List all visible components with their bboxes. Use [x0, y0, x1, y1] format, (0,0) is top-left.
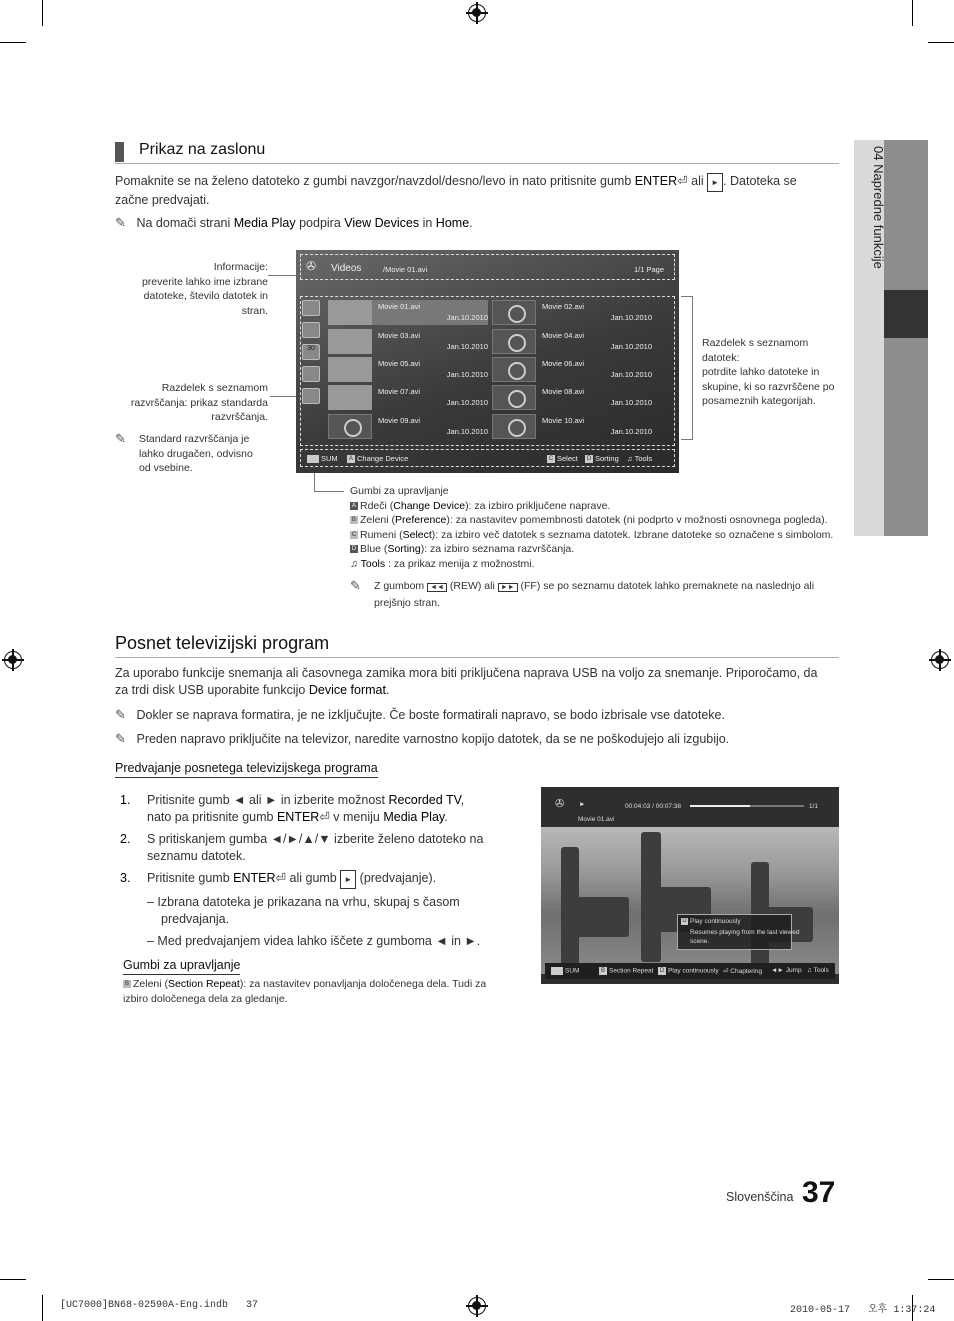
sort-category-item[interactable] — [302, 366, 320, 382]
step-3: 3. Pritisnite gumb ENTER⏎ ali gumb ► (predvajanje). — [120, 870, 520, 889]
step-3-detail-1: – Izbrana datoteka je prikazana na vrhu, skupaj s časom predvajanja. — [147, 895, 460, 926]
step-1: 1. Pritisnite gumb ◄ ali ► in izberite možnost Recorded TV, nato pa pritisnite gumb ENTER⏎ v meniju Media Play. — [120, 793, 465, 824]
chaptering-button[interactable]: ⏎ Chaptering — [723, 968, 763, 975]
file-item[interactable]: Movie 04.avi Jan.10.2010 — [492, 329, 652, 354]
note-icon: ✎ — [115, 431, 126, 446]
category-label: Videos — [331, 263, 362, 274]
registration-mark-icon — [468, 4, 486, 22]
time-display: 00:04:03 / 00:07:38 — [625, 803, 682, 810]
play-icon: ► — [707, 173, 723, 192]
file-item[interactable]: Movie 06.avi Jan.10.2010 — [492, 357, 652, 382]
note-backup: ✎ Preden napravo priključite na televizor, naredite varnostno kopijo datotek, da se ne poškodujejo ali izgubijo. — [115, 731, 730, 746]
change-device-button[interactable]: A Change Device — [348, 454, 409, 463]
heading-bullet — [115, 142, 124, 162]
registration-mark-icon — [468, 1297, 486, 1315]
page-indicator: 1/1 — [809, 803, 819, 810]
enter-icon: ⏎ — [275, 871, 287, 885]
callout-bracket — [681, 296, 693, 440]
play-icon: ► — [340, 870, 356, 889]
callout-info: Informacije: preverite lahko ime izbrane datoteke, število datotek in stran. — [141, 261, 268, 317]
ff-icon: ►► — [498, 583, 518, 592]
sort-category-item[interactable]: 30 — [302, 344, 320, 360]
video-thumbnail — [328, 357, 372, 382]
controls-title: Gumbi za upravljanje — [350, 485, 449, 497]
control-c: C Rumeni (Select): za izbiro več datotek s seznama datotek. Izbrane datoteke so označene s simbolom. — [351, 528, 834, 541]
controls-note: ✎ Z gumbom ◄◄ (REW) ali ►► (FF) se po seznamu datotek lahko premaknete na naslednjo ali prejšnjo stran. — [350, 578, 815, 609]
film-reel-icon — [328, 414, 372, 439]
step-2: 2. S pritiskanjem gumba ◄/►/▲/▼ izberite želeno datoteko na seznamu datotek. — [120, 832, 484, 863]
sort-category-item[interactable] — [302, 300, 320, 316]
callout-leader — [314, 491, 344, 492]
control-tools: ♫ Tools : za prikaz menija z možnostmi. — [350, 557, 535, 570]
enter-icon: ⏎ — [723, 968, 731, 975]
tools-button[interactable]: ♫ Tools — [807, 967, 829, 974]
chapter-tab-strip — [884, 140, 928, 536]
steps-list — [120, 792, 520, 950]
file-item[interactable]: Movie 02.avi Jan.10.2010 — [492, 300, 652, 325]
video-content — [569, 897, 629, 937]
progress-fill — [690, 805, 750, 807]
play-continuously-popup: D Play continuously Resumes playing from the last viewed scene. — [677, 914, 792, 950]
crop-mark — [0, 1279, 26, 1280]
play-continuously-button[interactable]: D Play continuously — [659, 967, 719, 975]
step-3-detail-2: – Med predvajanjem videa lahko iščete z gumboma ◄ in ►. — [147, 934, 481, 948]
crop-mark — [42, 1295, 43, 1321]
note-icon: ✎ — [115, 731, 126, 746]
page-number: 37 — [802, 1176, 836, 1209]
file-item[interactable]: Movie 07.avi Jan.10.2010 — [328, 385, 488, 410]
jump-button[interactable]: ◄► Jump — [771, 967, 802, 974]
registration-mark-icon — [4, 651, 22, 669]
sort-category-item[interactable] — [302, 388, 320, 404]
print-date: 2010-05-17 오후 1:37:24 — [790, 1305, 936, 1316]
enter-icon: ⏎ — [319, 810, 330, 824]
callout-list: Razdelek s seznamom datotek: potrdite lahko datoteke in skupine, ki so razvrščene po posameznih kategorijah. — [702, 337, 835, 407]
info-bar — [300, 254, 675, 280]
callout-sort: Razdelek s seznamom razvrščanja: prikaz standarda razvrščanja. — [130, 382, 268, 423]
enter-icon: ⏎ — [677, 174, 688, 188]
play-state-icon: ► — [579, 801, 586, 808]
section-repeat-button[interactable]: B Section Repeat — [600, 967, 654, 975]
callout-line — [314, 470, 315, 491]
file-item[interactable]: Movie 01.avi Jan.10.2010 — [328, 300, 488, 325]
sorting-button[interactable]: D Sorting — [586, 454, 619, 463]
crop-mark — [0, 42, 26, 43]
player-control-bar — [545, 963, 835, 979]
subsection-title: Predvajanje posnetega televizijskega programa — [115, 760, 378, 778]
chapter-tab-label: 04 Napredne funkcije — [871, 146, 886, 269]
rew-icon: ◄◄ — [427, 583, 447, 592]
tools-button[interactable]: ♫ Tools — [627, 454, 653, 463]
video-thumbnail — [328, 385, 372, 410]
tools-icon: ♫ — [350, 557, 361, 570]
file-item[interactable]: Movie 10.avi Jan.10.2010 — [492, 414, 652, 439]
videos-icon: ✇ — [306, 259, 317, 273]
section-heading-2-text: Posnet televizijski program — [115, 633, 330, 653]
section-heading-2 — [115, 633, 839, 658]
note-icon: ✎ — [115, 707, 126, 722]
note-media-play: ✎ Na domači strani Media Play podpira View Devices in Home. — [115, 215, 473, 230]
file-item[interactable]: Movie 08.avi Jan.10.2010 — [492, 385, 652, 410]
callout-sort-note: ✎ Standard razvrščanja je lahko drugačen, odvisno od vsebine. — [115, 431, 253, 474]
page-indicator: 1/1 Page — [633, 265, 664, 274]
film-reel-icon — [492, 385, 536, 410]
note-icon: ✎ — [350, 578, 361, 593]
control-a: A Rdeči (Change Device): za izbiro priključene naprave. — [351, 499, 611, 512]
controls-2-description: B Zeleni (Section Repeat): za nastavitev ponavljanja določenega dela. Tudi za izbiro določenega dela za gledanje. — [123, 978, 487, 1005]
video-player-screen — [541, 787, 839, 984]
note-icon: ✎ — [115, 215, 126, 230]
tools-icon: ♫ — [807, 967, 814, 974]
controls-description — [350, 484, 845, 610]
file-item[interactable]: Movie 09.avi Jan.10.2010 — [328, 414, 488, 439]
language-label: Slovenščina — [726, 1190, 794, 1204]
note-format: ✎ Dokler se naprava formatira, je ne izključujte. Če boste formatirali napravo, se bodo izbrisale vse datoteke. — [115, 707, 725, 722]
video-icon: ✇ — [555, 798, 565, 810]
crop-mark — [42, 0, 43, 26]
sort-category-item[interactable] — [302, 322, 320, 338]
film-reel-icon — [492, 414, 536, 439]
file-item[interactable]: Movie 05.avi Jan.10.2010 — [328, 357, 488, 382]
left-right-icon: ◄► — [771, 967, 786, 974]
crop-mark — [928, 1279, 954, 1280]
intro-paragraph: Pomaknite se na želeno datoteko z gumbi navzgor/navzdol/desno/levo in nato pritisnite gumb ENTER⏎ ali ► . Datoteka se začne predvajati. — [115, 174, 797, 207]
sum-button[interactable]: SUM — [307, 454, 338, 463]
progress-bar[interactable] — [690, 805, 804, 807]
current-file: Movie 01.avi — [578, 816, 615, 823]
controls-subtitle: Gumbi za upravljanje — [123, 957, 240, 975]
video-thumbnail — [328, 329, 372, 354]
usb-paragraph: Za uporabo funkcije snemanja ali časovnega zamika mora biti priključena naprava USB na voljo za snemanje. Priporočamo, da za trdi disk USB uporabite funkcijo Device format. — [115, 666, 818, 697]
sum-button[interactable]: SUM — [551, 967, 579, 975]
sort-category-list — [302, 300, 322, 420]
control-bar — [300, 449, 675, 467]
film-reel-icon — [492, 329, 536, 354]
media-play-screen — [296, 250, 679, 473]
crop-mark — [928, 42, 954, 43]
tools-icon: ♫ — [627, 454, 635, 463]
callout-leader — [268, 275, 296, 276]
file-path: /Movie 01.avi — [383, 265, 428, 274]
chapter-tab-marker — [884, 290, 928, 338]
video-frame — [541, 827, 839, 974]
control-b: B Zeleni (Preference): za nastavitev pomembnosti datotek (ni podprto v možnosti osnovnega pogleda). — [351, 514, 828, 526]
section-heading — [115, 140, 839, 164]
control-d: D Blue (Sorting): za izbiro seznama razvrščanja. — [351, 543, 575, 555]
select-button[interactable]: C Select — [548, 454, 578, 463]
registration-mark-icon — [931, 651, 949, 669]
film-reel-icon — [492, 300, 536, 325]
video-thumbnail — [328, 300, 372, 325]
print-filename: [UC7000]BN68-02590A-Eng.indb 37 — [60, 1300, 259, 1311]
film-reel-icon — [492, 357, 536, 382]
section-heading-text: Prikaz na zaslonu — [139, 141, 266, 158]
crop-mark — [912, 0, 913, 26]
file-item[interactable]: Movie 03.avi Jan.10.2010 — [328, 329, 488, 354]
